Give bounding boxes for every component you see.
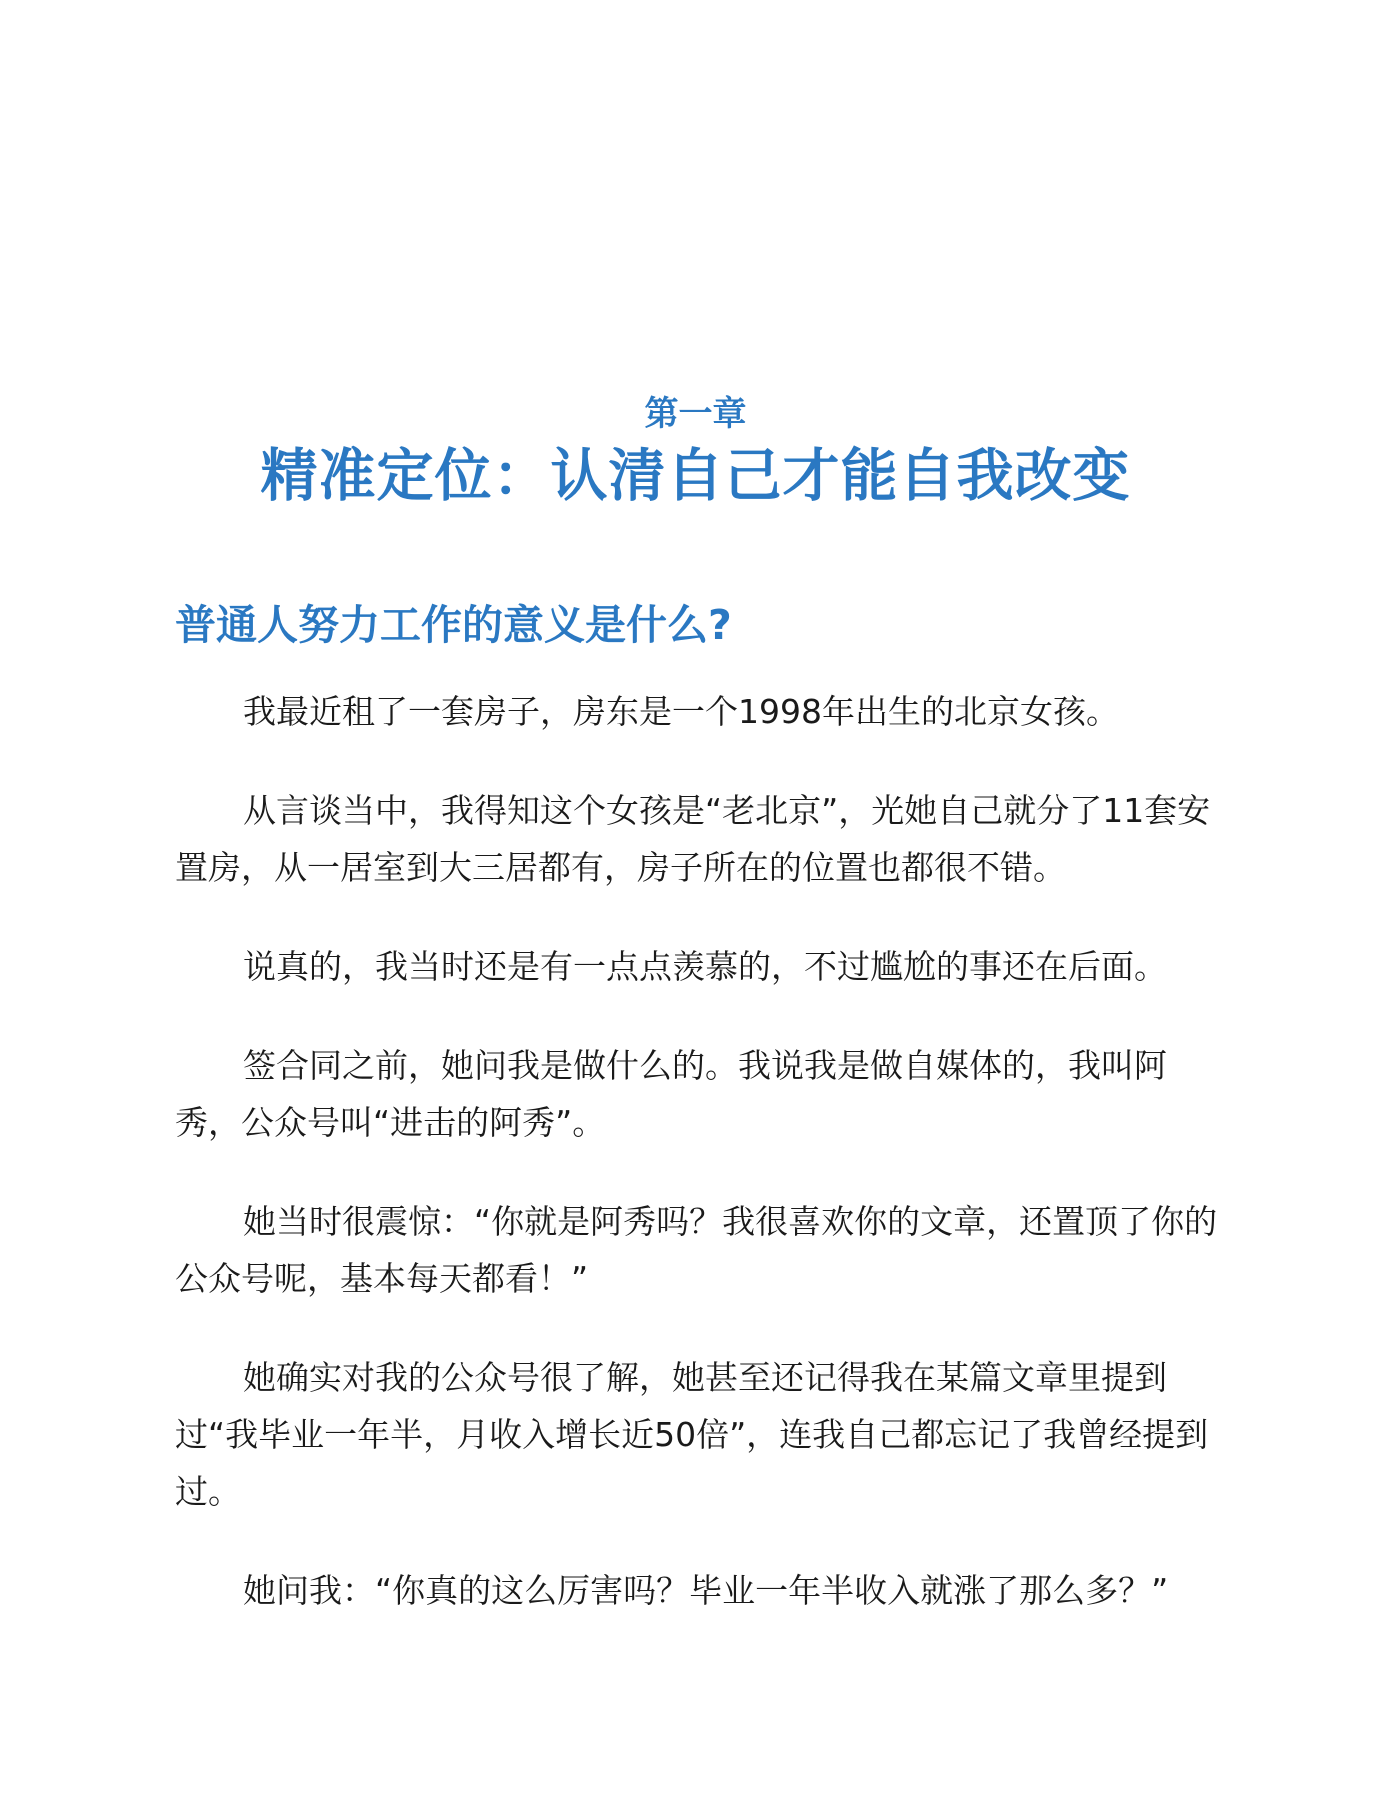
paragraph-7: 她问我：“你真的这么厉害吗？毕业一年半收入就涨了那么多？” xyxy=(243,1571,1169,1610)
paragraph-3: 说真的，我当时还是有一点点羡慕的，不过尴尬的事还在后面。 xyxy=(243,947,1167,986)
section-heading: 普通人努力工作的意义是什么? xyxy=(175,601,732,649)
chapter-title: 精准定位：认清自己才能自我改变 xyxy=(260,443,1131,509)
body-text xyxy=(175,683,1225,1661)
paragraph-5: 她当时很震惊：“你就是阿秀吗？我很喜欢你的文章，还置顶了你的公众号呢，基本每天都看！” xyxy=(175,1202,1218,1298)
paragraph-2: 从言谈当中，我得知这个女孩是“老北京”，光她自己就分了11套安置房，从一居室到大三居都有，房子所在的位置也都很不错。 xyxy=(175,791,1211,887)
paragraph-6: 她确实对我的公众号很了解，她甚至还记得我在某篇文章里提到过“我毕业一年半，月收入增长近50倍”，连我自己都忘记了我曾经提到过。 xyxy=(175,1358,1209,1511)
paragraph-1: 我最近租了一套房子，房东是一个1998年出生的北京女孩。 xyxy=(243,692,1119,731)
chapter-label: 第一章 xyxy=(644,394,747,434)
paragraph-4: 签合同之前，她问我是做什么的。我说我是做自媒体的，我叫阿秀，公众号叫“进击的阿秀”。 xyxy=(175,1046,1167,1142)
